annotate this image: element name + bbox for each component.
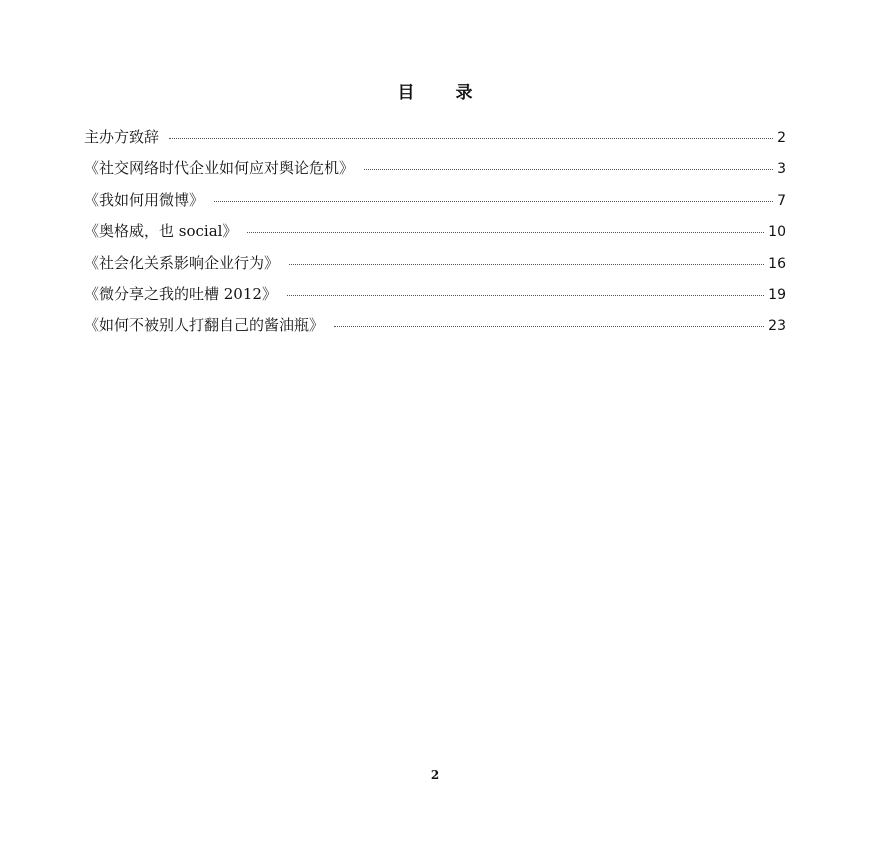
toc-entry-page: 7 — [777, 192, 786, 209]
toc-entry-crisis[interactable] — [84, 157, 786, 188]
toc-entry-social-relations[interactable] — [84, 252, 786, 283]
toc-entry-title: 主办方致辞 — [84, 128, 160, 146]
dot-leader — [364, 169, 773, 170]
toc-entry-page: 2 — [777, 130, 786, 146]
toc-entry-page: 16 — [768, 255, 786, 272]
table-of-contents — [84, 126, 786, 346]
toc-entry-micro-share[interactable] — [84, 283, 786, 314]
toc-entry-page: 19 — [768, 286, 786, 303]
dot-leader — [287, 295, 764, 296]
dot-leader — [169, 138, 773, 139]
page-title: 目 录 — [397, 83, 485, 103]
toc-entry-title: 《奥格威，也 social》 — [84, 222, 238, 241]
toc-entry-page: 23 — [768, 318, 786, 335]
toc-entry-title: 《社交网络时代企业如何应对舆论危机》 — [84, 159, 355, 178]
toc-entry-title: 《微分享之我的吐槽 2012》 — [84, 284, 277, 303]
footer-page-number: 2 — [430, 768, 440, 782]
dot-leader — [247, 232, 764, 233]
toc-entry-page: 10 — [768, 224, 786, 241]
dot-leader — [214, 201, 773, 202]
toc-entry-opening-remarks[interactable] — [84, 126, 786, 157]
toc-entry-title: 《如何不被别人打翻自己的酱油瓶》 — [84, 316, 325, 335]
toc-entry-weibo[interactable] — [84, 189, 786, 220]
toc-entry-page: 3 — [777, 161, 786, 178]
toc-entry-title: 《我如何用微博》 — [84, 190, 205, 209]
dot-leader — [289, 264, 764, 265]
toc-entry-ogilvy[interactable] — [84, 220, 786, 251]
toc-entry-soy-sauce[interactable] — [84, 314, 786, 345]
dot-leader — [334, 326, 764, 327]
toc-entry-title: 《社会化关系影响企业行为》 — [84, 253, 280, 272]
